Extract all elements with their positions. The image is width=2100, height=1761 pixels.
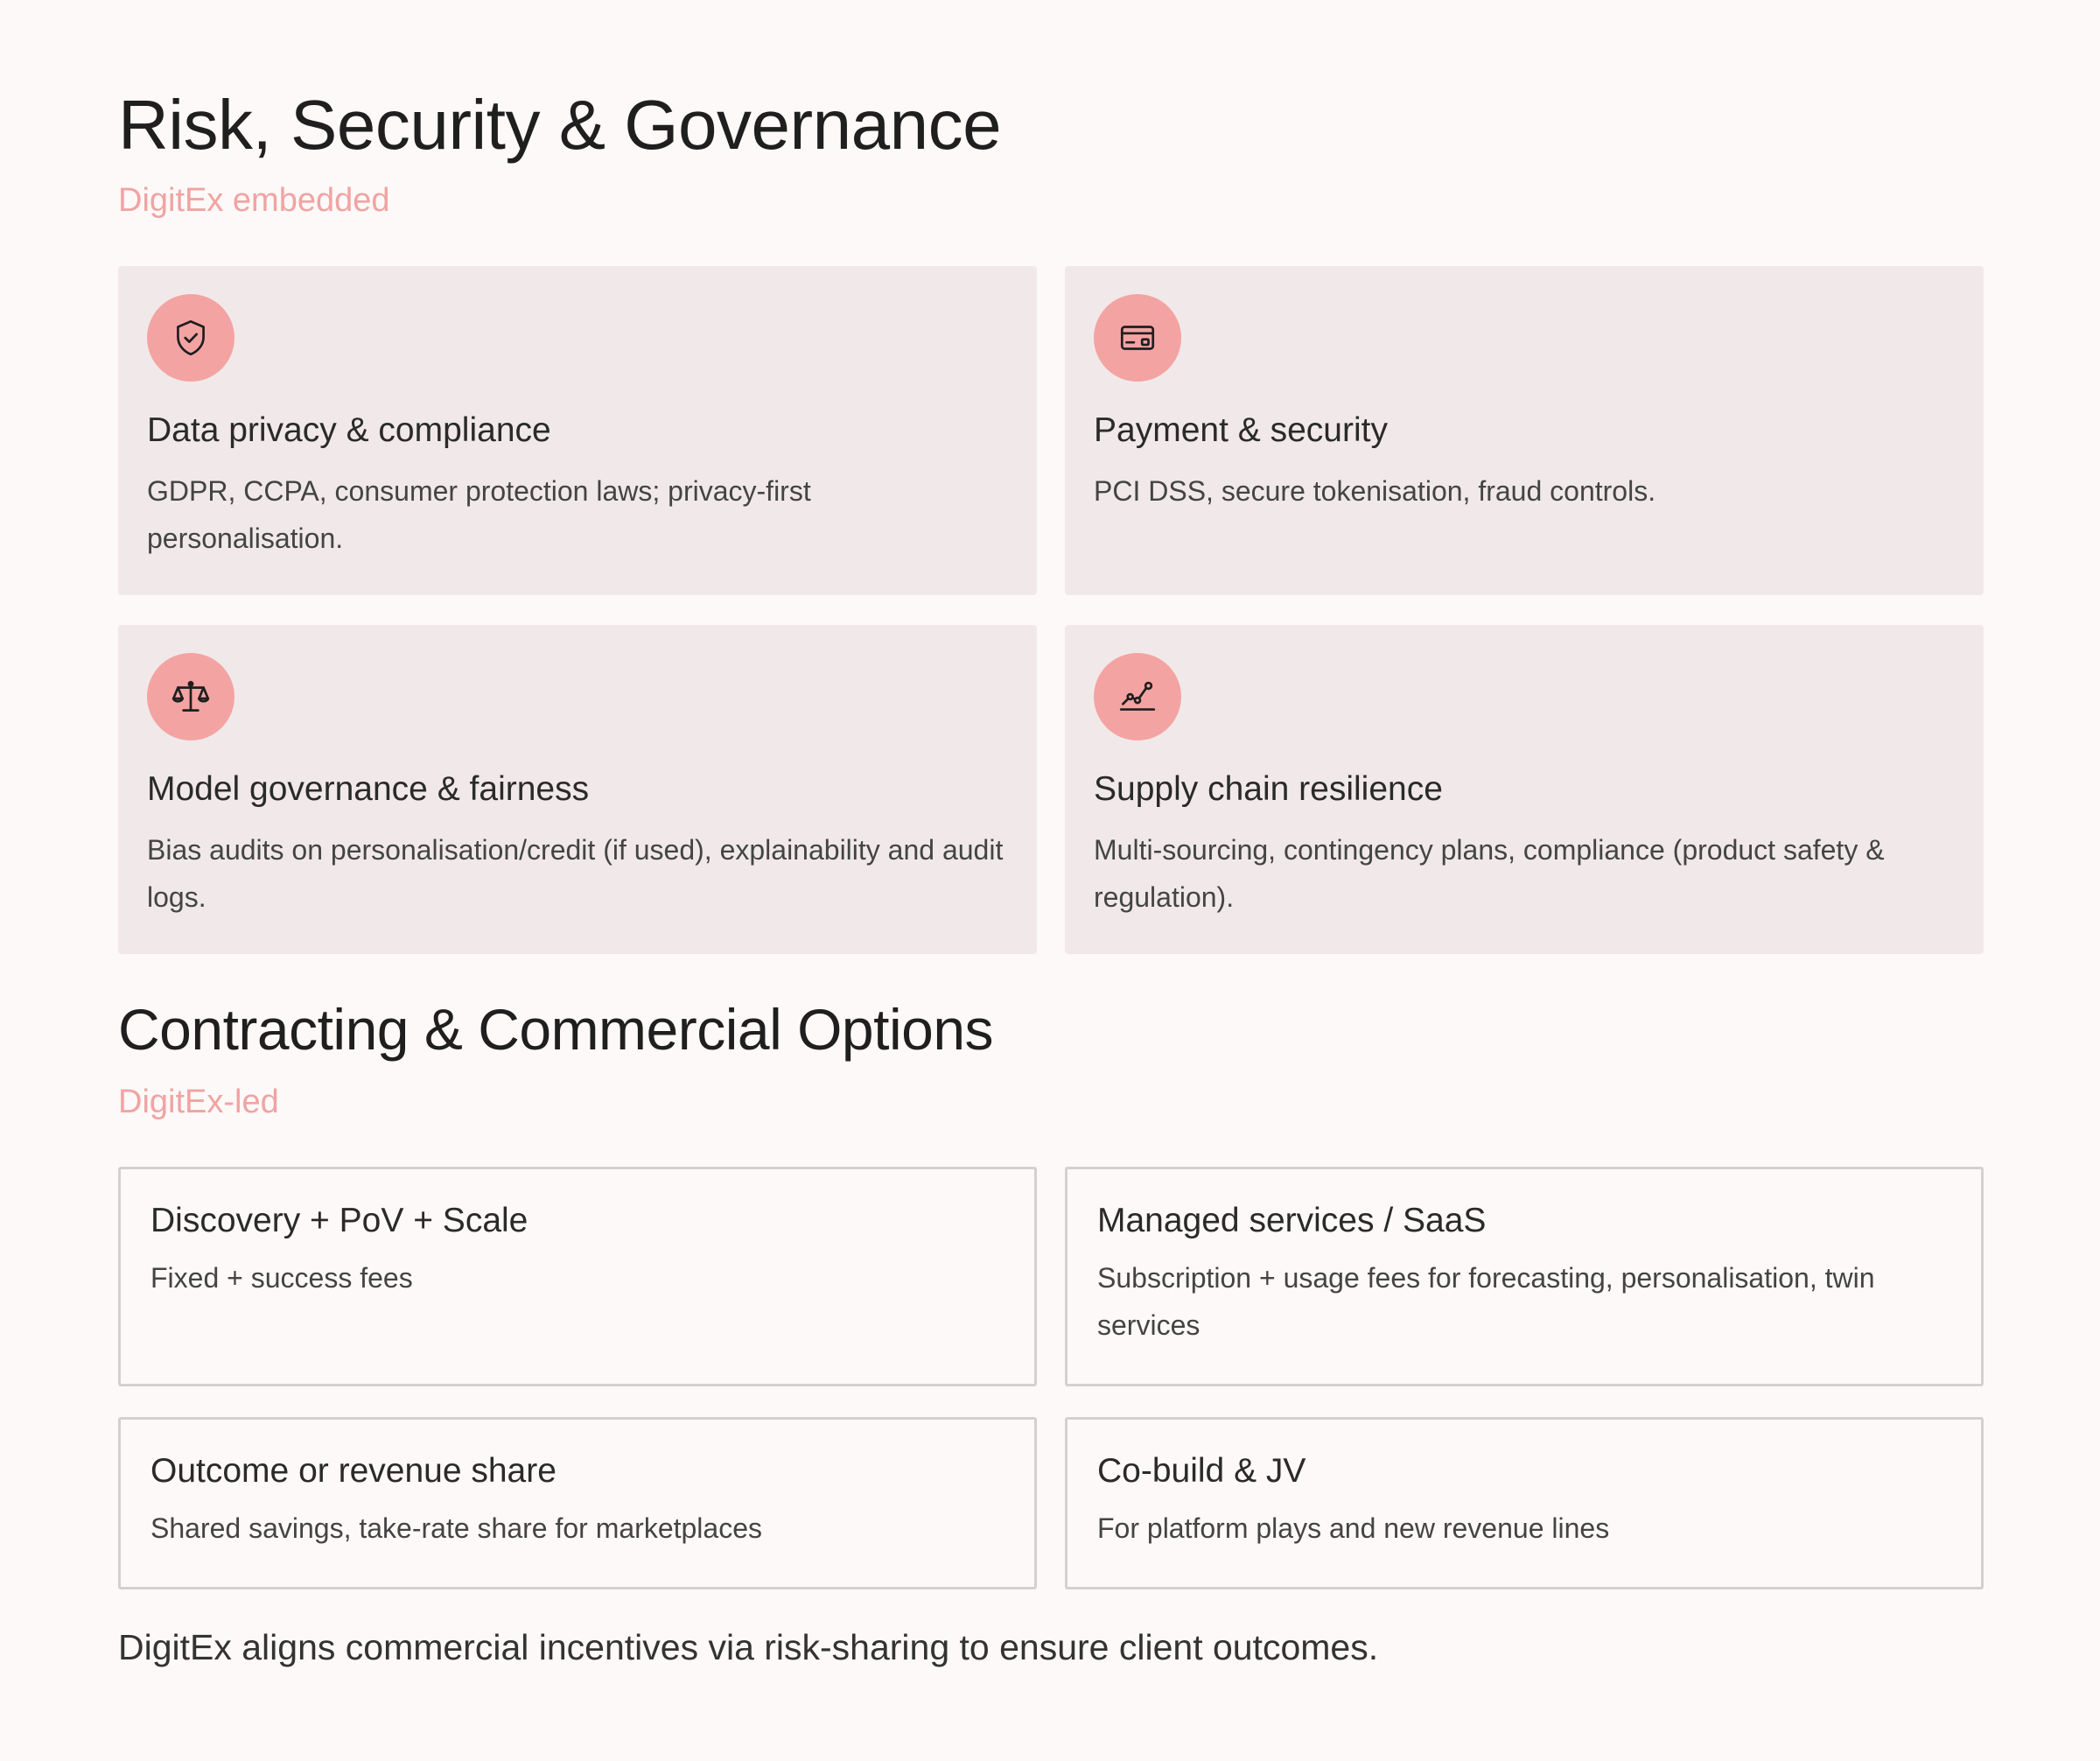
trend-chart-icon bbox=[1094, 653, 1181, 740]
card-payment-security bbox=[1065, 266, 1984, 595]
card-title: Payment & security bbox=[1094, 411, 1388, 449]
card-description: Shared savings, take-rate share for marketplaces bbox=[150, 1512, 762, 1544]
card-title: Managed services / SaaS bbox=[1097, 1202, 1487, 1239]
card-description: Multi-sourcing, contingency plans, compliance (product safety & regulation). bbox=[1094, 833, 1885, 913]
card-title: Model governance & fairness bbox=[147, 770, 590, 808]
card-title: Data privacy & compliance bbox=[147, 411, 551, 449]
contracting-cards-grid bbox=[118, 1167, 1984, 1589]
card-description: GDPR, CCPA, consumer protection laws; privacy-first personalisation. bbox=[147, 474, 811, 554]
card-description: PCI DSS, secure tokenisation, fraud controls. bbox=[1094, 474, 1656, 507]
card-model-governance bbox=[118, 625, 1037, 954]
card-description: Subscription + usage fees for forecasting, personalisation, twin services bbox=[1097, 1261, 1875, 1341]
risk-section-subtitle: DigitEx embedded bbox=[118, 182, 390, 219]
footer-note: DigitEx aligns commercial incentives via risk-sharing to ensure client outcomes. bbox=[118, 1627, 1379, 1667]
risk-cards-grid bbox=[118, 266, 1984, 954]
card-title: Co-build & JV bbox=[1097, 1452, 1306, 1490]
card-description: Bias audits on personalisation/credit (if used), explainability and audit logs. bbox=[147, 833, 1004, 913]
card-discovery-pov-scale bbox=[118, 1167, 1037, 1386]
card-title: Discovery + PoV + Scale bbox=[150, 1202, 528, 1239]
risk-section-title: Risk, Security & Governance bbox=[118, 86, 1002, 164]
card-description: Fixed + success fees bbox=[150, 1261, 413, 1294]
card-title: Outcome or revenue share bbox=[150, 1452, 556, 1490]
card-outcome-revenue-share bbox=[118, 1417, 1037, 1589]
credit-card-icon bbox=[1094, 294, 1181, 382]
scales-icon bbox=[147, 653, 234, 740]
contracting-section-title: Contracting & Commercial Options bbox=[118, 997, 994, 1062]
card-managed-services bbox=[1065, 1167, 1984, 1386]
contracting-section-subtitle: DigitEx-led bbox=[118, 1084, 279, 1120]
shield-check-icon bbox=[147, 294, 234, 382]
card-description: For platform plays and new revenue lines bbox=[1097, 1512, 1610, 1544]
card-data-privacy bbox=[118, 266, 1037, 595]
card-title: Supply chain resilience bbox=[1094, 770, 1443, 808]
card-co-build-jv bbox=[1065, 1417, 1984, 1589]
card-supply-chain bbox=[1065, 625, 1984, 954]
